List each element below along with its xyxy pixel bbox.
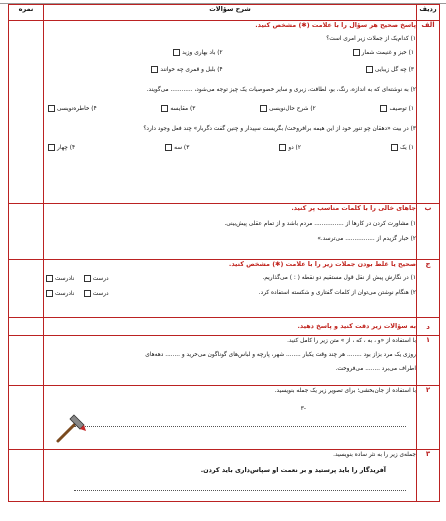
section-letter: ج	[417, 260, 440, 318]
option-label: ۳) چه گل زیبایی	[374, 67, 414, 74]
option[interactable]	[277, 144, 301, 153]
checkbox[interactable]	[173, 49, 180, 56]
section-alef	[9, 21, 440, 204]
option-label: ۲) شرح حال‌نویسی	[269, 105, 316, 112]
options-row	[44, 105, 416, 114]
option[interactable]	[46, 49, 223, 58]
section-content	[44, 21, 417, 204]
option-label: ۴) چهار	[57, 144, 76, 151]
option-label: ۱) توصیف	[389, 105, 414, 112]
item-content	[44, 336, 417, 386]
score-cell	[9, 260, 44, 318]
header-question-label: شرح سؤالات	[44, 5, 417, 21]
worksheet-table	[8, 4, 440, 502]
option-label: ۴) بلبل و قمری چه خوانند	[160, 67, 223, 74]
item-content	[44, 386, 417, 450]
false-checkbox[interactable]	[46, 290, 53, 297]
checkbox[interactable]	[48, 105, 55, 112]
section-letter: ب	[417, 204, 440, 260]
option[interactable]	[46, 105, 97, 114]
item-content	[44, 450, 417, 502]
item-passage-line: اطراف می‌برد ........ می‌فروخت.	[335, 365, 416, 372]
option[interactable]	[163, 144, 189, 153]
checkbox[interactable]	[279, 144, 286, 151]
fill-blank-line: ۲) خبار گزیدم از ................ می‌ترسد.»	[317, 236, 416, 243]
item-number: ۱	[417, 336, 440, 386]
checkbox[interactable]	[353, 49, 360, 56]
checkbox[interactable]	[161, 105, 168, 112]
option[interactable]	[258, 105, 316, 114]
section-title: پاسخ صحیح هر سؤال را با علامت (✱) مشخص کنید.	[255, 21, 416, 29]
header-score-label: نمره	[9, 5, 44, 21]
checkbox[interactable]	[151, 66, 158, 73]
false-label: نادرست	[55, 275, 75, 282]
true-false-options	[44, 290, 109, 299]
options-row	[44, 66, 416, 75]
d-item-3	[9, 450, 440, 502]
score-cell	[9, 386, 44, 450]
score-cell	[9, 318, 44, 336]
item-passage-line: روزی یک مرد بزاز بود ........ هر چند وقت یکبار ........ شهر، پارچه و لباس‌های گوناگون می‌خرید و ........ دهه‌های	[145, 351, 416, 358]
true-false-row	[44, 290, 416, 299]
option-label: ۳) مقایسه	[170, 105, 196, 112]
statement: ۱) در نگارش پیش از نقل قول مستقیم دو نقطه ( : ) می‌گذاریم.	[262, 274, 416, 281]
checkbox[interactable]	[165, 144, 172, 151]
true-false-options	[44, 275, 109, 284]
option-label: ۴) خاطره‌نویسی	[57, 105, 97, 112]
item-instruction: با استفاده از «و ، به ، که ، از » متن زیر را کامل کنید.	[287, 338, 416, 344]
true-label: درست	[92, 291, 109, 298]
checkbox[interactable]	[366, 66, 373, 73]
true-checkbox[interactable]	[84, 290, 91, 297]
false-label: نادرست	[55, 291, 75, 298]
section-letter: د	[417, 318, 440, 336]
answer-line[interactable]	[74, 420, 406, 427]
section-content	[44, 204, 417, 260]
d-item-2	[9, 386, 440, 450]
option-label: ۳) سه	[174, 144, 190, 151]
options-row	[44, 144, 416, 153]
checkbox[interactable]	[48, 144, 55, 151]
section-title: صحیح یا غلط بودن جملات زیر را با علامت (✱) مشخص کنید.	[228, 260, 416, 268]
checkbox[interactable]	[380, 105, 387, 112]
false-checkbox[interactable]	[46, 275, 53, 282]
option-label: ۱) یک	[399, 144, 414, 151]
true-label: درست	[92, 275, 109, 282]
question-text: ۲) به نوشته‌ای که به اندازه، رنگ، بو، لطافت، زبری و سایر خصوصیات یک چیز توجه می‌شود، ............ می‌گویند.	[146, 87, 416, 94]
option-label: ۲) باد بهاری وزید	[182, 50, 223, 57]
section-content	[44, 260, 417, 318]
section-letter: الف	[417, 21, 440, 204]
options-row	[44, 49, 416, 58]
header-row-label: ردیف	[417, 5, 440, 21]
answer-line[interactable]	[74, 484, 406, 491]
item-instruction: با استفاده از جان‌بخشی؛ برای تصویر زیر یک جمله بنویسید.	[274, 388, 416, 394]
item-number: ۲	[417, 386, 440, 450]
item-quote: آفریدگار را باید پرستید و بر نعمت او سپاس‌داری باید کردن.	[200, 465, 386, 474]
option[interactable]	[237, 49, 414, 58]
section-dal	[9, 318, 440, 336]
fill-blank-line: ۱) مشاورت کردن در کارها از ................ مردم باشد و از تمام عقلی پیش‌بینی.	[224, 220, 416, 227]
true-checkbox[interactable]	[84, 275, 91, 282]
section-jim	[9, 260, 440, 318]
d-item-1	[9, 336, 440, 386]
section-content	[44, 318, 417, 336]
score-cell	[9, 204, 44, 260]
option[interactable]	[378, 105, 414, 114]
checkbox[interactable]	[391, 144, 398, 151]
item-number: ۳	[417, 450, 440, 502]
option[interactable]	[159, 105, 195, 114]
section-be	[9, 204, 440, 260]
option[interactable]	[46, 66, 223, 75]
true-false-row	[44, 275, 416, 284]
checkbox[interactable]	[260, 105, 267, 112]
score-cell	[9, 21, 44, 204]
header-row	[9, 5, 440, 21]
axe-icon	[54, 411, 88, 445]
option-label: ۱) خبز و غنیمت شمار	[361, 50, 414, 57]
question-text: ۳) در بیت «دهقان چو تنور خود از این هیمه برافروخت/ بگریست سپیدار و چنین گفت دگربار» چند فعل وجود دارد؟	[143, 125, 416, 132]
option[interactable]	[389, 144, 414, 153]
item-sub: -۳	[300, 405, 306, 412]
question-text: ۱) کدام‌یک از جملات زیر امری است؟	[326, 35, 416, 42]
score-cell	[9, 336, 44, 386]
statement: ۲) هنگام نوشتن می‌توان از کلمات گفتاری و شکسته استفاده کرد.	[258, 290, 416, 297]
section-title: جاهای خالی را با کلمات مناسب پر کنید.	[291, 204, 416, 212]
option-label: ۲) دو	[288, 144, 301, 151]
option[interactable]	[237, 66, 414, 75]
score-cell	[9, 450, 44, 502]
option[interactable]	[46, 144, 75, 153]
section-title: به سؤالات زیر دقت کنید و پاسخ دهید.	[297, 322, 416, 331]
item-instruction: جمله‌ی زیر را به نثر ساده بنویسید.	[333, 452, 416, 458]
